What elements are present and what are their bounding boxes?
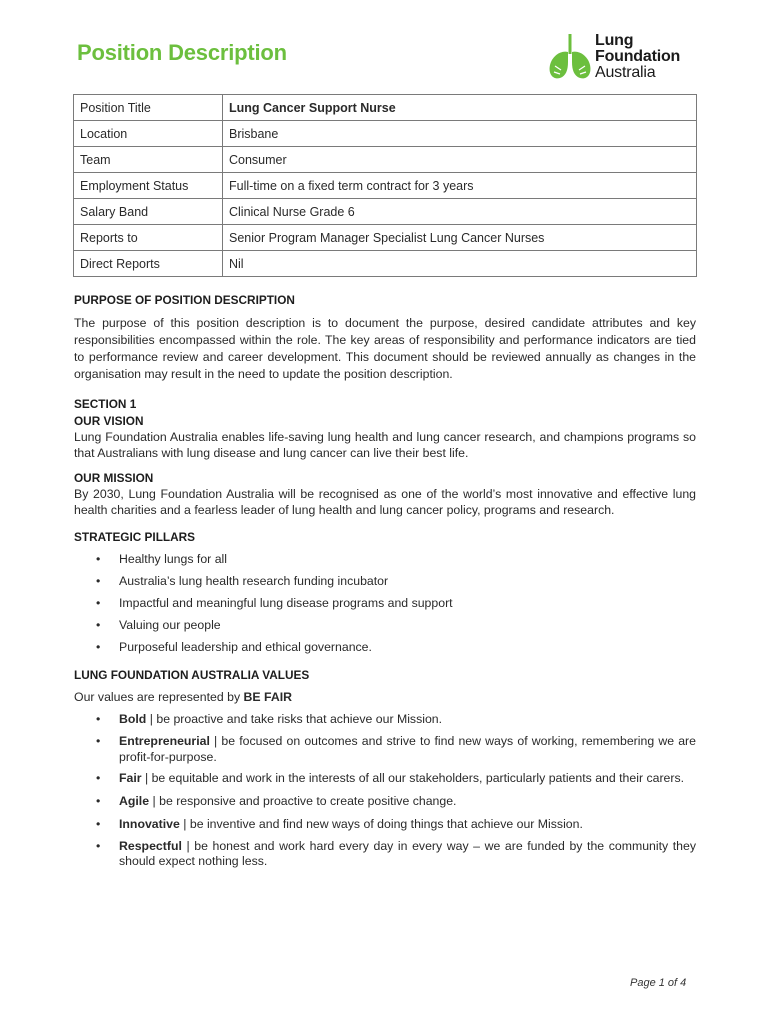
- row-value: Senior Program Manager Specialist Lung Cancer Nurses: [223, 225, 697, 251]
- bullet-icon: •: [96, 734, 101, 748]
- page-title: Position Description: [77, 40, 287, 65]
- pillars-list: [74, 551, 696, 656]
- purpose-text: The purpose of this position description is to document the purpose, desired candidate attributes and key responsibilities encompassed within the role. The key areas of responsibility and performance indicators are tied to performance review and career development. This document should be reviewed annually as changes in the organisation may result in the need to update the position description.: [74, 316, 696, 381]
- list-item: [74, 617, 696, 634]
- value-text: | be honest and work hard every day in every way – we are funded by the community they should expect nothing less.: [119, 838, 696, 868]
- value-term: Fair: [119, 771, 142, 785]
- row-value: Consumer: [223, 147, 697, 173]
- table-row: [74, 225, 697, 251]
- bullet-icon: •: [96, 712, 101, 726]
- value-term: Respectful: [119, 838, 182, 853]
- row-value: Nil: [223, 251, 697, 277]
- value-term: Agile: [119, 793, 150, 808]
- value-text: | be equitable and work in the interests of all our stakeholders, particularly patients and their carers.: [141, 771, 685, 785]
- value-term: Bold: [119, 712, 147, 726]
- value-text: | be focused on outcomes and strive to find new ways of working, remembering we are profit-for-purpose.: [119, 734, 696, 764]
- row-label: Team: [74, 147, 223, 173]
- mission-text: By 2030, Lung Foundation Australia will be recognised as one of the world’s most innovative and effective lung health charities and a fearless leader of lung health and lung cancer policy, programs and research.: [74, 487, 696, 517]
- vision-text: Lung Foundation Australia enables life-saving lung health and lung cancer research, and champions programs so that Australians with lung disease and lung cancer can live their best life.: [74, 430, 696, 460]
- page-number: Page 1 of 4: [630, 977, 687, 989]
- row-value: Brisbane: [223, 121, 697, 147]
- vision-heading: OUR VISION: [74, 414, 144, 428]
- logo-line-2: Foundation: [595, 48, 681, 65]
- list-item: [74, 816, 696, 833]
- table-row: [74, 251, 697, 277]
- position-info-table: [73, 94, 697, 277]
- mission-heading: OUR MISSION: [74, 471, 154, 485]
- pillar-text: Healthy lungs for all: [119, 552, 227, 566]
- pillar-text: Valuing our people: [119, 618, 221, 632]
- list-item: [74, 734, 696, 765]
- list-item: [74, 573, 696, 590]
- value-text: | be responsive and proactive to create positive change.: [149, 793, 457, 808]
- values-acronym: BE FAIR: [243, 690, 293, 704]
- value-term: Entrepreneurial: [119, 734, 210, 748]
- bullet-icon: •: [96, 552, 101, 566]
- values-list: [74, 711, 696, 870]
- values-heading: LUNG FOUNDATION AUSTRALIA VALUES: [74, 668, 310, 682]
- bullet-icon: •: [96, 838, 101, 853]
- bullet-icon: •: [96, 640, 101, 654]
- list-item: [74, 595, 696, 612]
- bullet-icon: •: [96, 596, 101, 610]
- logo-line-3: Australia: [595, 64, 656, 81]
- row-label: Direct Reports: [74, 251, 223, 277]
- list-item: [74, 639, 696, 656]
- values-intro: [74, 689, 696, 706]
- table-row: [74, 95, 697, 121]
- value-text: | be inventive and find new ways of doing things that achieve our Mission.: [179, 816, 583, 831]
- bullet-icon: •: [96, 793, 101, 808]
- bullet-icon: •: [96, 574, 101, 588]
- table-row: [74, 199, 697, 225]
- value-text: | be proactive and take risks that achieve our Mission.: [146, 712, 443, 726]
- pillar-text: Australia’s lung health research funding incubator: [119, 574, 389, 588]
- bullet-icon: •: [96, 816, 101, 831]
- row-value: Full-time on a fixed term contract for 3 years: [223, 173, 697, 199]
- pillars-heading: STRATEGIC PILLARS: [74, 530, 196, 544]
- row-value: Clinical Nurse Grade 6: [223, 199, 697, 225]
- section-heading: SECTION 1: [74, 397, 137, 411]
- row-label: Location: [74, 121, 223, 147]
- logo-line-1: Lung: [595, 32, 634, 49]
- value-term: Innovative: [119, 816, 180, 831]
- values-intro-text: Our values are represented by: [74, 690, 244, 704]
- list-item: [74, 839, 696, 870]
- row-label: Salary Band: [74, 199, 223, 225]
- list-item: [74, 551, 696, 568]
- row-label: Reports to: [74, 225, 223, 251]
- list-item: [74, 793, 696, 810]
- pillar-text: Impactful and meaningful lung disease programs and support: [119, 596, 453, 610]
- lungs-icon: [547, 32, 593, 82]
- bullet-icon: •: [96, 618, 101, 632]
- row-value: Lung Cancer Support Nurse: [223, 95, 697, 121]
- pillar-text: Purposeful leadership and ethical governance.: [119, 640, 372, 654]
- list-item: [74, 771, 696, 787]
- table-row: [74, 121, 697, 147]
- purpose-heading: PURPOSE OF POSITION DESCRIPTION: [74, 293, 295, 307]
- logo: [547, 32, 707, 82]
- row-label: Position Title: [74, 95, 223, 121]
- bullet-icon: •: [96, 771, 101, 785]
- list-item: [74, 711, 696, 728]
- row-label: Employment Status: [74, 173, 223, 199]
- table-row: [74, 173, 697, 199]
- document-body: [74, 292, 696, 876]
- table-row: [74, 147, 697, 173]
